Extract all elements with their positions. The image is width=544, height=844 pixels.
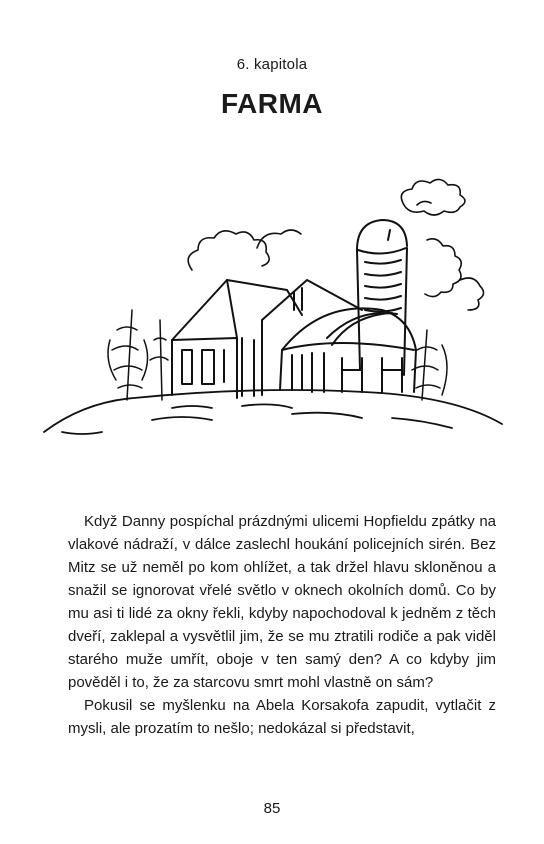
body-text [68, 510, 496, 740]
chapter-title: FARMA [220, 88, 324, 119]
farm-sketch-icon [32, 170, 512, 445]
chapter-label: 6. kapitola [236, 56, 308, 73]
paragraph: Když Danny pospíchal prázdnými ulicemi Hopfieldu zpátky na vlakové nádraží, v dálce zaslechl houkání policejních sirén. Bez Mitz se už neměl po kom ohlížet, a tak držel hlavu skloněnou a snažil se ignorovat vřelé světlo v oknech okolních domů. Co by mu asi ti lidé za okny řekli, kdyby napochodoval k jedněm z těch dveří, zaklepal a vysvětlil jim, že se mu ztratili rodiče a pak viděl starého muže umřít, oboje v ten samý den? A co kdyby jim pověděl i to, že za starcovu smrt mohl vlastně on sám? [68, 513, 496, 691]
page-number: 85 [263, 800, 281, 817]
paragraph: Pokusil se myšlenku na Abela Korsakofa zapudit, vytlačit z mysli, ale prozatím to nešlo; nedokázal si představit, [68, 697, 496, 737]
